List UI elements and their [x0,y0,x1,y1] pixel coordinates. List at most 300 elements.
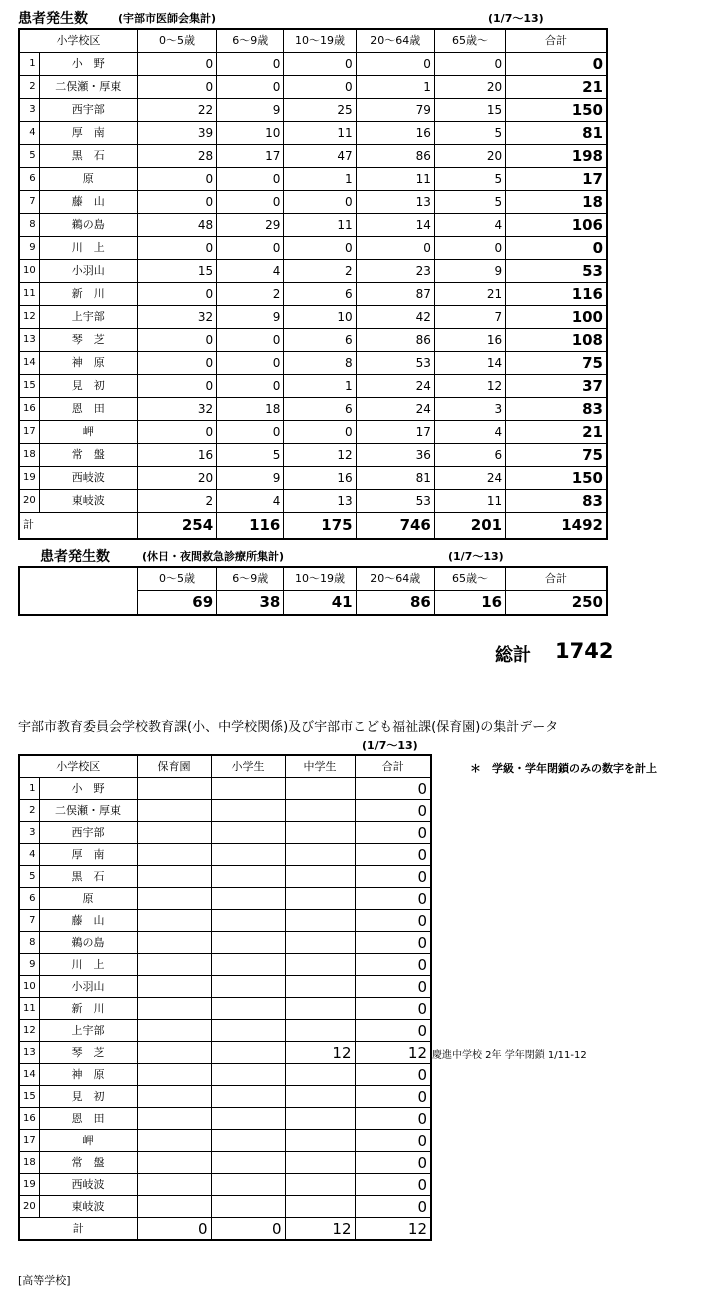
row-number: 5 [19,145,39,168]
sum-value: 254 [137,513,216,539]
row-number: 10 [19,260,39,283]
closure-count [211,888,285,910]
age-group-count: 0 [137,76,216,99]
s2-value-age-65-plus: 16 [434,591,505,615]
closure-count [285,778,355,800]
row-total: 106 [506,214,607,237]
age-group-count: 32 [137,306,216,329]
age-group-count: 9 [217,99,284,122]
school-district-name: 上宇部 [39,306,137,329]
row-number: 12 [19,306,39,329]
school-district-name: 見 初 [39,375,137,398]
closure-count [137,1064,211,1086]
closure-count [285,1152,355,1174]
age-group-count: 6 [284,283,356,306]
age-group-count: 0 [137,168,216,191]
header-age-6-9: 6～9歳 [217,29,284,53]
closure-count [137,1108,211,1130]
row-number: 6 [19,168,39,191]
school-district-name: 厚 南 [39,844,137,866]
school-district-name: 厚 南 [39,122,137,145]
section1-row [19,352,607,375]
closure-count [285,1196,355,1218]
row-number: 3 [19,99,39,122]
sum-value: 746 [356,513,434,539]
row-total: 0 [355,1130,431,1152]
row-total: 0 [355,778,431,800]
section1-row [19,421,607,444]
section3-row [19,1130,431,1152]
section3-period: (1/7～13) [362,739,418,752]
s2-value-age-0-5: 69 [137,591,216,615]
row-total: 0 [355,800,431,822]
age-group-count: 9 [434,260,505,283]
row-total: 0 [355,1064,431,1086]
age-group-count: 5 [217,444,284,467]
age-group-count: 3 [434,398,505,421]
row-total: 0 [355,910,431,932]
age-group-count: 53 [356,490,434,513]
age-group-count: 10 [217,122,284,145]
closure-count [211,822,285,844]
closure-count [211,1042,285,1064]
section1-source: (宇部市医師会集計) [118,12,217,25]
section3-row [19,1174,431,1196]
closure-count [137,1174,211,1196]
row-total: 0 [355,844,431,866]
section1-row [19,191,607,214]
row-total: 21 [506,421,607,444]
age-group-count: 0 [217,375,284,398]
school-district-name: 恩 田 [39,1108,137,1130]
age-group-count: 0 [434,53,505,76]
school-district-name: 原 [39,888,137,910]
section3-row [19,1196,431,1218]
age-group-count: 0 [137,352,216,375]
age-group-count: 4 [434,214,505,237]
school-district-name: 原 [39,168,137,191]
age-group-count: 15 [434,99,505,122]
header-school-district: 小学校区 [19,29,137,53]
age-group-count: 24 [356,398,434,421]
age-group-count: 5 [434,168,505,191]
age-group-count: 8 [284,352,356,375]
row-number: 16 [19,398,39,421]
grand-total-value: 1742 [555,639,614,663]
school-district-name: 常 盤 [39,1152,137,1174]
closure-count [285,1086,355,1108]
school-district-name: 藤 山 [39,910,137,932]
s3-header-school-district: 小学校区 [19,755,137,778]
age-group-count: 2 [137,490,216,513]
s2-header-age-6-9: 6～9歳 [217,567,284,591]
section2-header-row [19,567,607,591]
section1-table [18,28,608,540]
closure-count [137,1086,211,1108]
closure-count [137,844,211,866]
closure-count [211,1174,285,1196]
school-district-name: 新 川 [39,998,137,1020]
section1-row [19,444,607,467]
closure-count [137,1130,211,1152]
age-group-count: 0 [284,237,356,260]
age-group-count: 4 [217,260,284,283]
row-total: 0 [355,932,431,954]
closure-count [211,954,285,976]
section3-row [19,1152,431,1174]
age-group-count: 0 [137,375,216,398]
closure-count [285,866,355,888]
row-total: 150 [506,467,607,490]
age-group-count: 24 [356,375,434,398]
closure-count [285,844,355,866]
closure-count [211,800,285,822]
section3-row [19,1108,431,1130]
school-district-name: 東岐波 [39,490,137,513]
sum-value: 0 [211,1218,285,1241]
school-district-name: 琴 芝 [39,329,137,352]
age-group-count: 0 [137,53,216,76]
age-group-count: 28 [137,145,216,168]
section1-row [19,99,607,122]
age-group-count: 2 [217,283,284,306]
closure-count [285,822,355,844]
row-number: 2 [19,800,39,822]
closure-count [285,998,355,1020]
closure-count [285,800,355,822]
footer-label: [高等学校] [18,1274,71,1287]
closure-count [285,1064,355,1086]
closure-count [285,954,355,976]
school-district-name: 恩 田 [39,398,137,421]
row-total: 150 [506,99,607,122]
row-total: 100 [506,306,607,329]
age-group-count: 2 [284,260,356,283]
school-district-name: 二俣瀬・厚東 [39,800,137,822]
school-district-name: 西宇部 [39,822,137,844]
row-total: 75 [506,352,607,375]
age-group-count: 13 [284,490,356,513]
age-group-count: 86 [356,329,434,352]
age-group-count: 0 [284,421,356,444]
age-group-count: 14 [356,214,434,237]
age-group-count: 87 [356,283,434,306]
closure-count [285,1130,355,1152]
row-total: 0 [355,1196,431,1218]
section1-sum-row [19,513,607,539]
row-total: 18 [506,191,607,214]
section1-row [19,306,607,329]
age-group-count: 0 [217,76,284,99]
age-group-count: 9 [217,467,284,490]
row-number: 20 [19,1196,39,1218]
section3-row [19,910,431,932]
closure-count [137,778,211,800]
row-total: 0 [355,1174,431,1196]
age-group-count: 0 [137,237,216,260]
sum-value: 12 [285,1218,355,1241]
age-group-count: 39 [137,122,216,145]
row-number: 4 [19,122,39,145]
row-total: 198 [506,145,607,168]
header-age-20-64: 20～64歳 [356,29,434,53]
s2-value-total: 250 [506,591,607,615]
closure-count [211,1086,285,1108]
closure-count [137,1042,211,1064]
section3-header-row [19,755,431,778]
closure-count [211,932,285,954]
age-group-count: 0 [137,191,216,214]
row-total: 53 [506,260,607,283]
school-district-name: 神 原 [39,1064,137,1086]
sum-value: 12 [355,1218,431,1241]
age-group-count: 79 [356,99,434,122]
age-group-count: 18 [217,398,284,421]
school-district-name: 岬 [39,1130,137,1152]
section1-row [19,329,607,352]
age-group-count: 24 [434,467,505,490]
age-group-count: 5 [434,122,505,145]
section3-row [19,844,431,866]
s2-header-age-0-5: 0～5歳 [137,567,216,591]
row-total: 0 [355,1152,431,1174]
section1-row [19,260,607,283]
row-total: 0 [355,976,431,998]
age-group-count: 0 [284,76,356,99]
school-district-name: 新 川 [39,283,137,306]
row-number: 18 [19,1152,39,1174]
age-group-count: 81 [356,467,434,490]
section3-row [19,1020,431,1042]
section1-row [19,76,607,99]
age-group-count: 20 [434,145,505,168]
age-group-count: 1 [284,375,356,398]
section2-period: (1/7～13) [448,550,504,563]
section1-row [19,214,607,237]
section3-row [19,932,431,954]
section3-row [19,1086,431,1108]
closure-count [137,910,211,932]
closure-count [137,888,211,910]
row-number: 19 [19,1174,39,1196]
school-district-name: 藤 山 [39,191,137,214]
section1-row [19,283,607,306]
s2-value-age-6-9: 38 [217,591,284,615]
row-total: 0 [355,888,431,910]
age-group-count: 1 [284,168,356,191]
row-number: 14 [19,352,39,375]
age-group-count: 11 [356,168,434,191]
school-district-name: 上宇部 [39,1020,137,1042]
row-number: 11 [19,283,39,306]
section2-title: 患者発生数 [40,549,110,565]
row-number: 8 [19,932,39,954]
age-group-count: 32 [137,398,216,421]
section3-row [19,1042,431,1064]
section3-note: ＊ 学級・学年閉鎖のみの数字を計上 [470,762,657,775]
row-number: 15 [19,375,39,398]
closure-count [137,866,211,888]
closure-count [211,778,285,800]
age-group-count: 0 [217,168,284,191]
row-number: 12 [19,1020,39,1042]
section1-title: 患者発生数 [18,11,88,27]
section3-row [19,800,431,822]
school-district-name: 岬 [39,421,137,444]
row-number: 9 [19,237,39,260]
closure-count [137,1196,211,1218]
closure-count [137,976,211,998]
age-group-count: 16 [137,444,216,467]
school-district-name: 見 初 [39,1086,137,1108]
section3-table [18,754,432,1241]
row-total: 83 [506,490,607,513]
age-group-count: 0 [217,421,284,444]
school-district-name: 東岐波 [39,1196,137,1218]
row-total: 0 [355,1108,431,1130]
age-group-count: 0 [217,53,284,76]
closure-count [211,1064,285,1086]
row-number: 6 [19,888,39,910]
section1-row [19,490,607,513]
s3-header-elementary: 小学生 [211,755,285,778]
age-group-count: 4 [217,490,284,513]
sum-value: 1492 [506,513,607,539]
row-number: 7 [19,191,39,214]
closure-count: 12 [285,1042,355,1064]
closure-count [211,976,285,998]
row-number: 7 [19,910,39,932]
age-group-count: 0 [217,237,284,260]
age-group-count: 6 [284,329,356,352]
sum-value: 175 [284,513,356,539]
age-group-count: 16 [434,329,505,352]
school-district-name: 小 野 [39,778,137,800]
age-group-count: 0 [356,237,434,260]
row-number: 1 [19,778,39,800]
s2-header-age-65-plus: 65歳～ [434,567,505,591]
closure-count [285,976,355,998]
age-group-count: 23 [356,260,434,283]
age-group-count: 86 [356,145,434,168]
row-total: 0 [506,237,607,260]
row-total: 12 [355,1042,431,1064]
closure-count [211,1108,285,1130]
row-number: 13 [19,1042,39,1064]
s3-header-total: 合計 [355,755,431,778]
s2-header-age-20-64: 20～64歳 [356,567,434,591]
sum-value: 201 [434,513,505,539]
row-number: 1 [19,53,39,76]
age-group-count: 1 [356,76,434,99]
age-group-count: 9 [217,306,284,329]
row-total: 0 [355,822,431,844]
age-group-count: 16 [284,467,356,490]
closure-count [285,888,355,910]
age-group-count: 0 [284,191,356,214]
school-district-name: 二俣瀬・厚東 [39,76,137,99]
section1-header-row [19,29,607,53]
section3-sum-row [19,1218,431,1241]
s2-header-age-10-19: 10～19歳 [284,567,356,591]
section1-row [19,53,607,76]
closure-count [137,822,211,844]
school-district-name: 西岐波 [39,467,137,490]
closure-count [285,932,355,954]
row-number: 18 [19,444,39,467]
section3-row [19,888,431,910]
section3-row [19,976,431,998]
grand-total-label: 総計 [495,645,531,666]
closure-count [211,866,285,888]
age-group-count: 10 [284,306,356,329]
row-number: 4 [19,844,39,866]
section3-row [19,866,431,888]
age-group-count: 0 [284,53,356,76]
row-total: 81 [506,122,607,145]
row-total: 0 [355,1020,431,1042]
section3-row [19,998,431,1020]
age-group-count: 0 [137,329,216,352]
section1-row [19,398,607,421]
row-total: 108 [506,329,607,352]
closure-count [137,1152,211,1174]
row-total: 0 [506,53,607,76]
header-total: 合計 [506,29,607,53]
school-district-name: 琴 芝 [39,1042,137,1064]
school-district-name: 神 原 [39,352,137,375]
age-group-count: 0 [434,237,505,260]
row-total: 75 [506,444,607,467]
age-group-count: 11 [284,214,356,237]
section3-row [19,778,431,800]
school-district-name: 小 野 [39,53,137,76]
sum-label: 計 [19,1218,137,1241]
age-group-count: 12 [434,375,505,398]
age-group-count: 0 [137,283,216,306]
age-group-count: 20 [137,467,216,490]
section3-row [19,1064,431,1086]
row-number: 17 [19,1130,39,1152]
row-number: 9 [19,954,39,976]
age-group-count: 16 [356,122,434,145]
closure-count [137,932,211,954]
section1-row [19,145,607,168]
section1-row [19,237,607,260]
row-total: 0 [355,866,431,888]
section1-row [19,375,607,398]
row-number: 11 [19,998,39,1020]
age-group-count: 6 [284,398,356,421]
row-number: 15 [19,1086,39,1108]
school-district-name: 小羽山 [39,260,137,283]
header-age-0-5: 0～5歳 [137,29,216,53]
age-group-count: 0 [137,421,216,444]
row-number: 19 [19,467,39,490]
closure-count [211,1196,285,1218]
age-group-count: 6 [434,444,505,467]
closure-count [211,910,285,932]
row-13-memo: 慶進中学校 2年 学年閉鎖 1/11-12 [432,1050,587,1061]
row-number: 14 [19,1064,39,1086]
section1-row [19,168,607,191]
section2-table [18,566,608,616]
row-number: 5 [19,866,39,888]
sum-label: 計 [19,513,137,539]
closure-count [137,954,211,976]
age-group-count: 13 [356,191,434,214]
sum-value: 116 [217,513,284,539]
